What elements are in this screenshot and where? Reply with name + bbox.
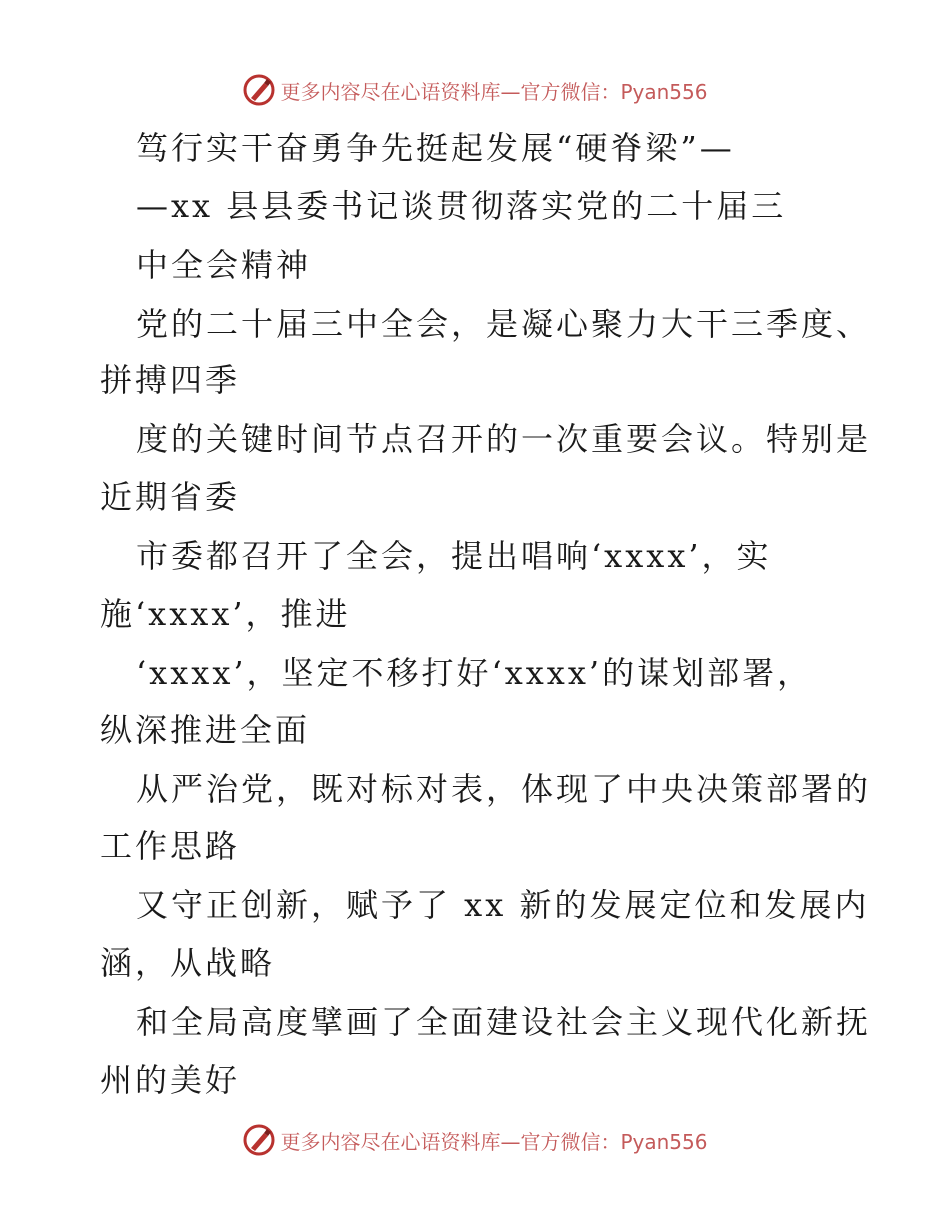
text-line: ‘xxxx’，坚定不移打好‘xxxx’的谋划部署，	[136, 654, 813, 692]
text-line: 度的关键时间节点召开的一次重要会议。特别是	[136, 420, 872, 458]
text-line: 党的二十届三中全会，是凝心聚力大干三季度、	[136, 305, 872, 343]
text-line: 拼搏四季	[100, 361, 241, 399]
title-line: —xx 县县委书记谈贯彻落实党的二十届三	[136, 187, 787, 225]
text-line: 施‘xxxx’，推进	[100, 595, 351, 633]
title-line: 笃行实干奋勇争先挺起发展“硬脊梁”—	[136, 129, 735, 167]
header-banner-text: 更多内容尽在心语资料库—官方微信：Pyan556	[280, 79, 708, 104]
pen-logo-icon	[242, 1123, 276, 1157]
footer-banner-text: 更多内容尽在心语资料库—官方微信：Pyan556	[280, 1129, 708, 1154]
text-line: 从严治党，既对标对表，体现了中央决策部署的	[136, 770, 872, 808]
text-line: 和全局高度擘画了全面建设社会主义现代化新抚	[136, 1003, 872, 1041]
text-line: 涵，从战略	[100, 944, 276, 982]
text-line: 市委都召开了全会，提出唱响‘xxxx’，实	[136, 537, 772, 575]
text-line: 州的美好	[100, 1061, 241, 1099]
text-line: 纵深推进全面	[100, 711, 311, 749]
text-line: 工作思路	[100, 827, 241, 865]
title-line: 中全会精神	[136, 246, 312, 284]
text-line: 又守正创新，赋予了 xx 新的发展定位和发展内	[136, 886, 870, 924]
footer-banner	[0, 1120, 950, 1160]
text-line: 近期省委	[100, 478, 241, 516]
